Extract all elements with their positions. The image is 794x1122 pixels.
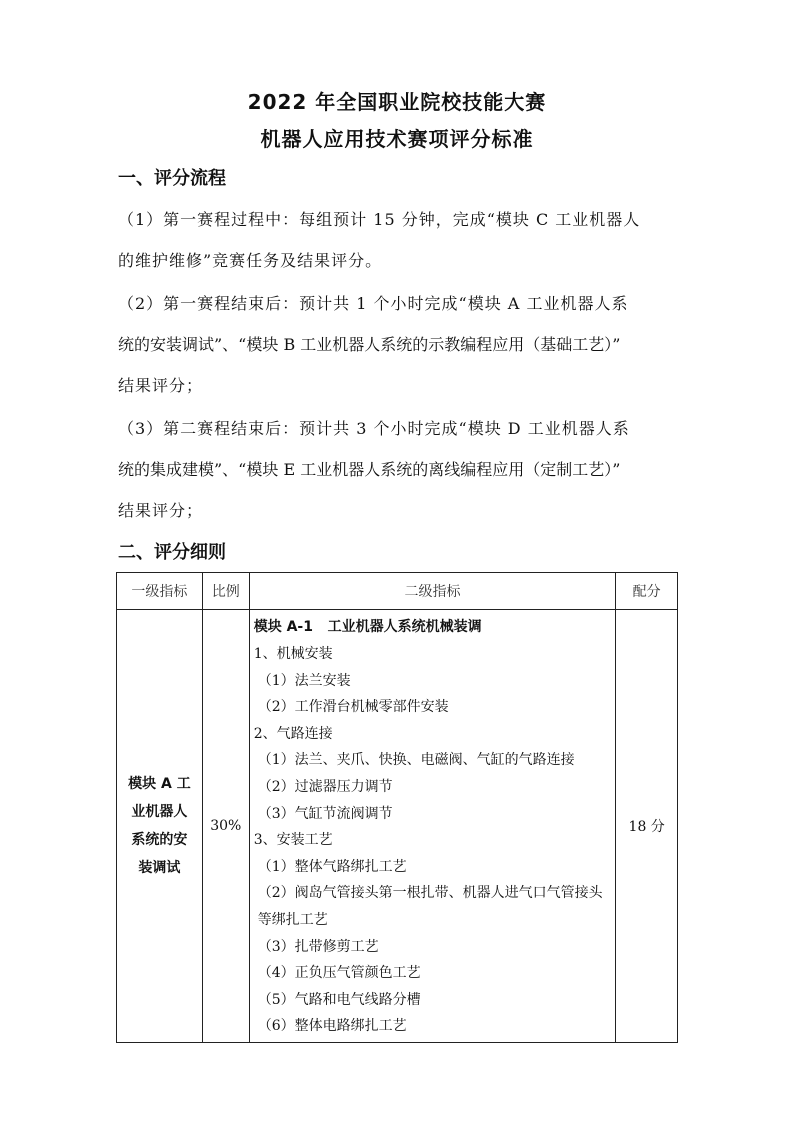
list-item: （2）阀岛气管接头第一根扎带、机器人进气口气管接头等绑扎工艺	[257, 885, 603, 928]
list-item: （6）整体电路绑扎工艺	[257, 1018, 407, 1035]
table-header-row	[117, 573, 678, 610]
paragraph-line: （2）第一赛程结束后：预计共 1 个小时完成“模块 A 工业机器人系	[118, 294, 629, 313]
list-item: （3）扎带修剪工艺	[257, 938, 379, 955]
module-title: 模块 A-1 工业机器人系统机械装调	[253, 619, 482, 635]
indicator-line: 装调试	[138, 859, 181, 876]
paragraph-line: 结果评分；	[118, 501, 204, 520]
document-title-line1: 2022 年全国职业院校技能大赛	[247, 90, 547, 114]
list-item: （4）正负压气管颜色工艺	[257, 965, 421, 982]
paragraph-stage-1	[118, 199, 678, 281]
list-item: （1）法兰安装	[257, 672, 351, 689]
list-item: （1）法兰、夹爪、快换、电磁阀、气缸的气路连接	[257, 752, 575, 769]
indicator-line: 系统的安	[131, 831, 188, 848]
section-heading-scoring-details: 二、评分细则	[118, 542, 226, 563]
document-title-line2: 机器人应用技术赛项评分标准	[260, 127, 534, 151]
paragraph-stage-3	[118, 408, 678, 531]
header-score: 配分	[616, 573, 678, 610]
header-ratio: 比例	[202, 573, 249, 610]
level2-indicator-cell	[249, 610, 616, 1043]
score-cell: 18 分	[616, 610, 678, 1043]
paragraph-line: 的维护维修”竞赛任务及结果评分。	[118, 251, 383, 270]
paragraph-stage-2	[118, 283, 678, 406]
paragraph-line: （1）第一赛程过程中：每组预计 15 分钟，完成“模块 C 工业机器人	[118, 210, 641, 229]
header-level1-indicator: 一级指标	[117, 573, 203, 610]
list-item: （2）工作滑台机械零部件安装	[257, 699, 449, 716]
paragraph-line: 结果评分；	[118, 376, 204, 395]
list-item: （5）气路和电气线路分槽	[257, 991, 421, 1008]
header-level2-indicator: 二级指标	[249, 573, 616, 610]
list-item: 1、机械安装	[253, 646, 333, 662]
paragraph-line: 统的集成建模”、“模块 E 工业机器人系统的离线编程应用（定制工艺）”	[118, 460, 621, 479]
list-item: 2、气路连接	[253, 725, 333, 742]
table-row	[117, 610, 678, 1043]
indicator-line: 模块 A 工	[128, 775, 191, 792]
list-item: （1）整体气路绑扎工艺	[257, 858, 407, 875]
section-heading-scoring-process: 一、评分流程	[118, 168, 226, 189]
list-item: 3、安装工艺	[253, 832, 333, 849]
level1-indicator-cell	[117, 610, 203, 1043]
list-item: （3）气缸节流阀调节	[257, 805, 393, 822]
list-item: （2）过滤器压力调节	[257, 778, 393, 795]
ratio-cell: 30%	[202, 610, 249, 1043]
paragraph-line: 统的安装调试”、“模块 B 工业机器人系统的示教编程应用（基础工艺）”	[118, 335, 621, 354]
paragraph-line: （3）第二赛程结束后：预计共 3 个小时完成“模块 D 工业机器人系	[118, 419, 630, 438]
indicator-line: 业机器人	[131, 803, 188, 820]
scoring-table	[116, 572, 678, 1043]
